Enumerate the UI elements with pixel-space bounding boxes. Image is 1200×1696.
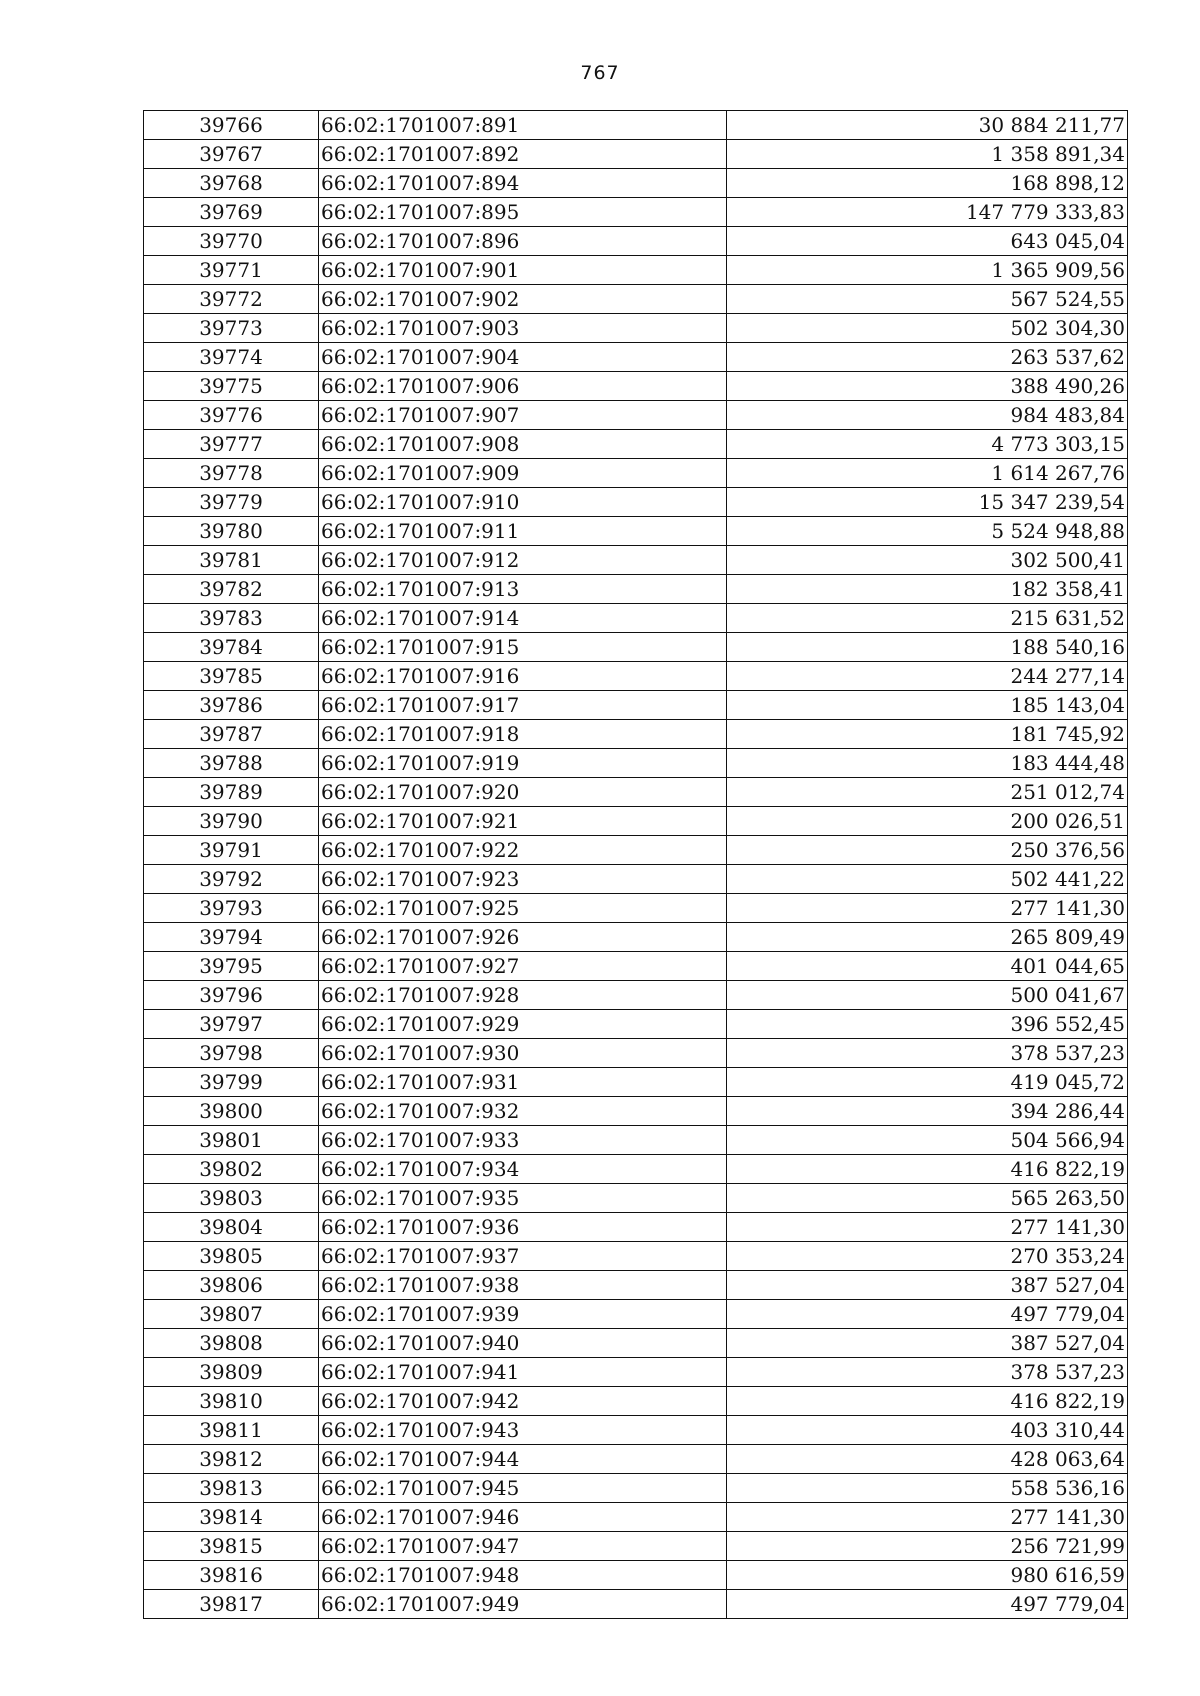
row-number-cell: 39796: [144, 981, 319, 1010]
row-number-cell: 39800: [144, 1097, 319, 1126]
table-row: [144, 749, 1128, 778]
row-number-cell: 39792: [144, 865, 319, 894]
cadastral-value-cell: 277 141,30: [727, 1213, 1128, 1242]
cadastral-number-cell: 66:02:1701007:930: [319, 1039, 727, 1068]
cadastral-value-cell: 265 809,49: [727, 923, 1128, 952]
cadastral-value-cell: 980 616,59: [727, 1561, 1128, 1590]
row-number-cell: 39803: [144, 1184, 319, 1213]
cadastral-number-cell: 66:02:1701007:891: [319, 111, 727, 140]
cadastral-number-cell: 66:02:1701007:901: [319, 256, 727, 285]
row-number-cell: 39779: [144, 488, 319, 517]
cadastral-value-cell: 419 045,72: [727, 1068, 1128, 1097]
cadastral-number-cell: 66:02:1701007:895: [319, 198, 727, 227]
cadastral-number-cell: 66:02:1701007:923: [319, 865, 727, 894]
row-number-cell: 39780: [144, 517, 319, 546]
cadastral-value-cell: 643 045,04: [727, 227, 1128, 256]
cadastral-number-cell: 66:02:1701007:934: [319, 1155, 727, 1184]
cadastral-value-cell: 181 745,92: [727, 720, 1128, 749]
table-row: [144, 343, 1128, 372]
row-number-cell: 39808: [144, 1329, 319, 1358]
row-number-cell: 39790: [144, 807, 319, 836]
page-number: 767: [580, 62, 620, 84]
table-row: [144, 778, 1128, 807]
table-row: [144, 372, 1128, 401]
table-row: [144, 1532, 1128, 1561]
row-number-cell: 39777: [144, 430, 319, 459]
cadastral-number-cell: 66:02:1701007:944: [319, 1445, 727, 1474]
table-row: [144, 1300, 1128, 1329]
row-number-cell: 39786: [144, 691, 319, 720]
table-row: [144, 256, 1128, 285]
cadastral-value-cell: 565 263,50: [727, 1184, 1128, 1213]
table-row: [144, 604, 1128, 633]
cadastral-number-cell: 66:02:1701007:943: [319, 1416, 727, 1445]
cadastral-number-cell: 66:02:1701007:907: [319, 401, 727, 430]
cadastral-value-cell: 1 365 909,56: [727, 256, 1128, 285]
cadastral-value-cell: 277 141,30: [727, 1503, 1128, 1532]
row-number-cell: 39814: [144, 1503, 319, 1532]
row-number-cell: 39782: [144, 575, 319, 604]
cadastral-number-cell: 66:02:1701007:894: [319, 169, 727, 198]
cadastral-number-cell: 66:02:1701007:920: [319, 778, 727, 807]
table-row: [144, 807, 1128, 836]
table-row: [144, 314, 1128, 343]
cadastral-value-cell: 188 540,16: [727, 633, 1128, 662]
table-row: [144, 952, 1128, 981]
cadastral-value-cell: 394 286,44: [727, 1097, 1128, 1126]
table-row: [144, 1039, 1128, 1068]
cadastral-number-cell: 66:02:1701007:927: [319, 952, 727, 981]
table-row: [144, 981, 1128, 1010]
row-number-cell: 39768: [144, 169, 319, 198]
row-number-cell: 39787: [144, 720, 319, 749]
table-row: [144, 1445, 1128, 1474]
cadastral-value-cell: 403 310,44: [727, 1416, 1128, 1445]
cadastral-number-cell: 66:02:1701007:892: [319, 140, 727, 169]
cadastral-number-cell: 66:02:1701007:932: [319, 1097, 727, 1126]
cadastral-number-cell: 66:02:1701007:906: [319, 372, 727, 401]
cadastral-number-cell: 66:02:1701007:912: [319, 546, 727, 575]
row-number-cell: 39807: [144, 1300, 319, 1329]
cadastral-number-cell: 66:02:1701007:948: [319, 1561, 727, 1590]
row-number-cell: 39809: [144, 1358, 319, 1387]
row-number-cell: 39811: [144, 1416, 319, 1445]
row-number-cell: 39773: [144, 314, 319, 343]
table-row: [144, 1271, 1128, 1300]
cadastral-value-cell: 984 483,84: [727, 401, 1128, 430]
table-row: [144, 169, 1128, 198]
row-number-cell: 39767: [144, 140, 319, 169]
cadastral-value-cell: 500 041,67: [727, 981, 1128, 1010]
row-number-cell: 39771: [144, 256, 319, 285]
row-number-cell: 39769: [144, 198, 319, 227]
cadastral-number-cell: 66:02:1701007:925: [319, 894, 727, 923]
cadastral-number-cell: 66:02:1701007:919: [319, 749, 727, 778]
cadastral-value-cell: 388 490,26: [727, 372, 1128, 401]
row-number-cell: 39804: [144, 1213, 319, 1242]
cadastral-number-cell: 66:02:1701007:913: [319, 575, 727, 604]
cadastral-number-cell: 66:02:1701007:916: [319, 662, 727, 691]
row-number-cell: 39815: [144, 1532, 319, 1561]
cadastral-value-cell: 1 614 267,76: [727, 459, 1128, 488]
row-number-cell: 39795: [144, 952, 319, 981]
cadastral-number-cell: 66:02:1701007:911: [319, 517, 727, 546]
cadastral-number-cell: 66:02:1701007:946: [319, 1503, 727, 1532]
row-number-cell: 39812: [144, 1445, 319, 1474]
table-row: [144, 575, 1128, 604]
cadastral-value-cell: 378 537,23: [727, 1039, 1128, 1068]
cadastral-value-cell: 5 524 948,88: [727, 517, 1128, 546]
row-number-cell: 39783: [144, 604, 319, 633]
cadastral-number-cell: 66:02:1701007:929: [319, 1010, 727, 1039]
row-number-cell: 39770: [144, 227, 319, 256]
table-row: [144, 488, 1128, 517]
cadastral-value-cell: 416 822,19: [727, 1387, 1128, 1416]
cadastral-number-cell: 66:02:1701007:935: [319, 1184, 727, 1213]
cadastral-value-cell: 1 358 891,34: [727, 140, 1128, 169]
cadastral-value-cell: 387 527,04: [727, 1329, 1128, 1358]
cadastral-number-cell: 66:02:1701007:917: [319, 691, 727, 720]
cadastral-number-cell: 66:02:1701007:910: [319, 488, 727, 517]
row-number-cell: 39784: [144, 633, 319, 662]
cadastral-number-cell: 66:02:1701007:940: [319, 1329, 727, 1358]
cadastral-number-cell: 66:02:1701007:918: [319, 720, 727, 749]
cadastral-value-cell: 15 347 239,54: [727, 488, 1128, 517]
cadastral-value-cell: 147 779 333,83: [727, 198, 1128, 227]
cadastral-number-cell: 66:02:1701007:902: [319, 285, 727, 314]
cadastral-value-cell: 277 141,30: [727, 894, 1128, 923]
cadastral-number-cell: 66:02:1701007:922: [319, 836, 727, 865]
cadastral-value-cell: 263 537,62: [727, 343, 1128, 372]
row-number-cell: 39789: [144, 778, 319, 807]
cadastral-value-cell: 4 773 303,15: [727, 430, 1128, 459]
table-row: [144, 1184, 1128, 1213]
cadastral-value-cell: 256 721,99: [727, 1532, 1128, 1561]
cadastral-value-cell: 502 441,22: [727, 865, 1128, 894]
row-number-cell: 39774: [144, 343, 319, 372]
row-number-cell: 39797: [144, 1010, 319, 1039]
cadastral-number-cell: 66:02:1701007:915: [319, 633, 727, 662]
cadastral-number-cell: 66:02:1701007:939: [319, 1300, 727, 1329]
cadastral-value-cell: 416 822,19: [727, 1155, 1128, 1184]
table-row: [144, 691, 1128, 720]
row-number-cell: 39810: [144, 1387, 319, 1416]
table-row: [144, 865, 1128, 894]
cadastral-number-cell: 66:02:1701007:928: [319, 981, 727, 1010]
row-number-cell: 39772: [144, 285, 319, 314]
table-row: [144, 1155, 1128, 1184]
table-row: [144, 1097, 1128, 1126]
row-number-cell: 39805: [144, 1242, 319, 1271]
cadastral-value-cell: 504 566,94: [727, 1126, 1128, 1155]
table-row: [144, 720, 1128, 749]
row-number-cell: 39793: [144, 894, 319, 923]
cadastral-number-cell: 66:02:1701007:945: [319, 1474, 727, 1503]
cadastral-value-cell: 497 779,04: [727, 1300, 1128, 1329]
cadastral-number-cell: 66:02:1701007:942: [319, 1387, 727, 1416]
table-row: [144, 633, 1128, 662]
table-row: [144, 1416, 1128, 1445]
cadastral-number-cell: 66:02:1701007:937: [319, 1242, 727, 1271]
cadastral-value-cell: 396 552,45: [727, 1010, 1128, 1039]
table-row: [144, 1329, 1128, 1358]
table-row: [144, 430, 1128, 459]
row-number-cell: 39778: [144, 459, 319, 488]
cadastral-value-cell: 428 063,64: [727, 1445, 1128, 1474]
table-row: [144, 227, 1128, 256]
cadastral-value-cell: 497 779,04: [727, 1590, 1128, 1619]
cadastral-value-cell: 558 536,16: [727, 1474, 1128, 1503]
row-number-cell: 39775: [144, 372, 319, 401]
table-row: [144, 1561, 1128, 1590]
table-row: [144, 1387, 1128, 1416]
row-number-cell: 39813: [144, 1474, 319, 1503]
cadastral-value-cell: 244 277,14: [727, 662, 1128, 691]
table-row: [144, 1503, 1128, 1532]
row-number-cell: 39801: [144, 1126, 319, 1155]
cadastral-value-cell: 200 026,51: [727, 807, 1128, 836]
cadastral-value-cell: 251 012,74: [727, 778, 1128, 807]
row-number-cell: 39806: [144, 1271, 319, 1300]
row-number-cell: 39776: [144, 401, 319, 430]
cadastral-value-cell: 302 500,41: [727, 546, 1128, 575]
cadastral-value-cell: 30 884 211,77: [727, 111, 1128, 140]
row-number-cell: 39785: [144, 662, 319, 691]
table-row: [144, 662, 1128, 691]
cadastral-number-cell: 66:02:1701007:926: [319, 923, 727, 952]
table-row: [144, 285, 1128, 314]
table-row: [144, 459, 1128, 488]
cadastral-number-cell: 66:02:1701007:941: [319, 1358, 727, 1387]
cadastral-value-cell: 183 444,48: [727, 749, 1128, 778]
cadastral-number-cell: 66:02:1701007:914: [319, 604, 727, 633]
table-row: [144, 1010, 1128, 1039]
cadastral-number-cell: 66:02:1701007:896: [319, 227, 727, 256]
cadastral-number-cell: 66:02:1701007:938: [319, 1271, 727, 1300]
table-row: [144, 140, 1128, 169]
cadastral-value-cell: 387 527,04: [727, 1271, 1128, 1300]
row-number-cell: 39798: [144, 1039, 319, 1068]
table-row: [144, 1590, 1128, 1619]
table-body: [144, 111, 1128, 1619]
cadastral-number-cell: 66:02:1701007:908: [319, 430, 727, 459]
row-number-cell: 39802: [144, 1155, 319, 1184]
row-number-cell: 39791: [144, 836, 319, 865]
row-number-cell: 39817: [144, 1590, 319, 1619]
row-number-cell: 39766: [144, 111, 319, 140]
table-row: [144, 1242, 1128, 1271]
table-row: [144, 894, 1128, 923]
cadastral-value-cell: 401 044,65: [727, 952, 1128, 981]
table-row: [144, 1358, 1128, 1387]
cadastral-number-cell: 66:02:1701007:949: [319, 1590, 727, 1619]
cadastral-number-cell: 66:02:1701007:904: [319, 343, 727, 372]
table-row: [144, 198, 1128, 227]
cadastral-value-cell: 502 304,30: [727, 314, 1128, 343]
cadastral-number-cell: 66:02:1701007:909: [319, 459, 727, 488]
cadastral-value-cell: 250 376,56: [727, 836, 1128, 865]
cadastral-value-cell: 185 143,04: [727, 691, 1128, 720]
table-row: [144, 836, 1128, 865]
cadastral-number-cell: 66:02:1701007:921: [319, 807, 727, 836]
cadastral-number-cell: 66:02:1701007:933: [319, 1126, 727, 1155]
table-row: [144, 923, 1128, 952]
row-number-cell: 39788: [144, 749, 319, 778]
cadastral-number-cell: 66:02:1701007:903: [319, 314, 727, 343]
table-row: [144, 517, 1128, 546]
row-number-cell: 39781: [144, 546, 319, 575]
cadastral-value-cell: 182 358,41: [727, 575, 1128, 604]
cadastral-value-table: [143, 110, 1128, 1619]
cadastral-value-cell: 378 537,23: [727, 1358, 1128, 1387]
table-row: [144, 1068, 1128, 1097]
row-number-cell: 39799: [144, 1068, 319, 1097]
table-row: [144, 111, 1128, 140]
cadastral-value-cell: 567 524,55: [727, 285, 1128, 314]
table-row: [144, 1474, 1128, 1503]
table-row: [144, 546, 1128, 575]
cadastral-value-cell: 168 898,12: [727, 169, 1128, 198]
table-row: [144, 1126, 1128, 1155]
cadastral-number-cell: 66:02:1701007:936: [319, 1213, 727, 1242]
cadastral-value-cell: 270 353,24: [727, 1242, 1128, 1271]
table-row: [144, 401, 1128, 430]
row-number-cell: 39816: [144, 1561, 319, 1590]
cadastral-number-cell: 66:02:1701007:931: [319, 1068, 727, 1097]
cadastral-number-cell: 66:02:1701007:947: [319, 1532, 727, 1561]
row-number-cell: 39794: [144, 923, 319, 952]
table-row: [144, 1213, 1128, 1242]
cadastral-value-cell: 215 631,52: [727, 604, 1128, 633]
